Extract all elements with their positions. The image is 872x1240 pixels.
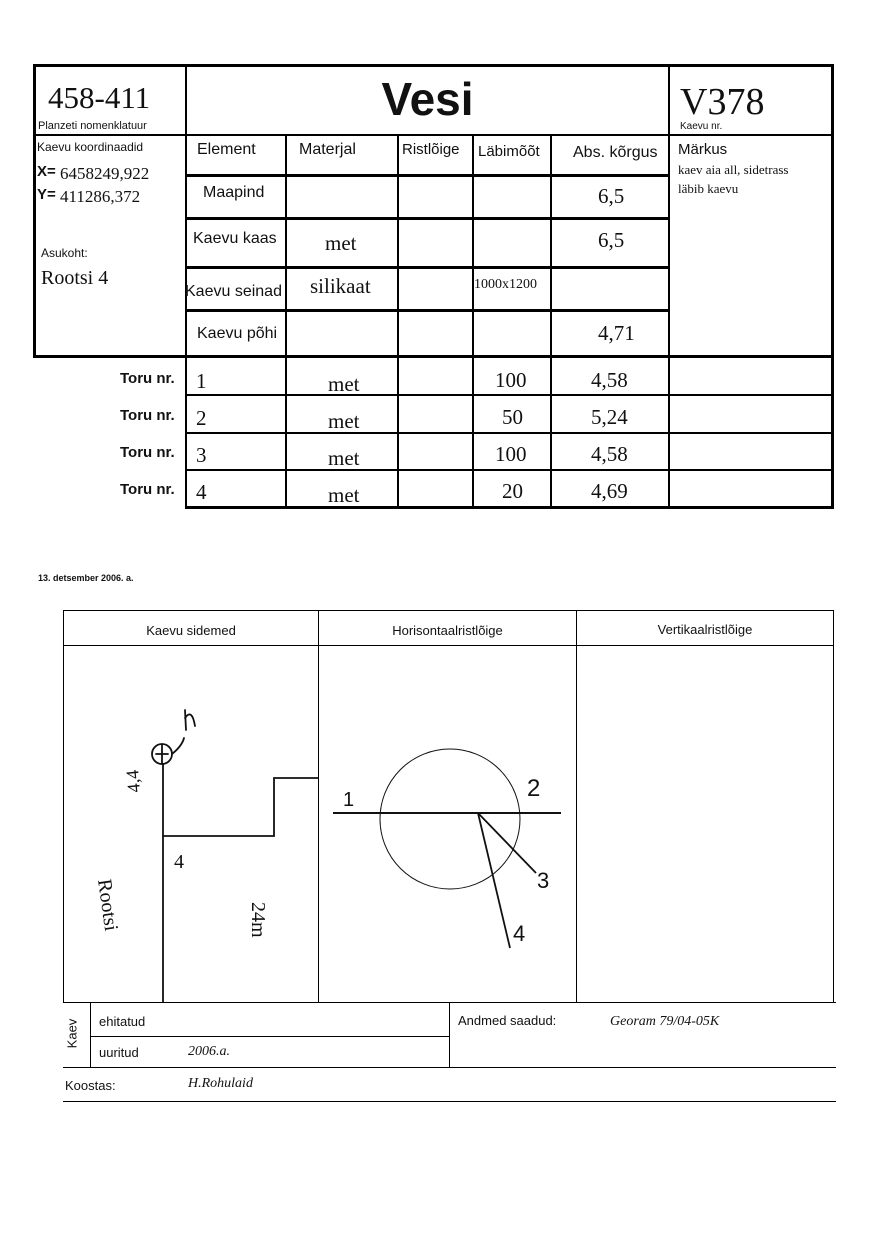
pipe-number: 4 [196,480,207,504]
pipe-number: 3 [196,443,207,467]
element-elevation: 6,5 [598,228,625,252]
section-label-pipe-2: 2 [527,775,541,802]
col-vertical-section: Vertikaalristlõige [657,622,753,637]
well-number: V378 [680,81,765,123]
pipe-material: met [328,483,360,507]
element-elevation: 6,5 [598,184,625,208]
pipe-material: met [328,372,360,396]
col-diameter: Läbimõõt [478,143,540,160]
element-diameter: 1000x1200 [474,277,537,292]
section-label-pipe-4: 4 [513,921,526,946]
sheet-number: 458-411 [48,80,151,115]
element-material: silikaat [310,274,371,298]
sketch-label-dim-bottom: 24m [247,902,269,938]
section-label-pipe-3: 3 [537,868,550,893]
coordinates-label: Kaevu koordinaadid [37,140,144,154]
pipe-diameter: 100 [495,442,527,466]
element-name: Kaevu seinad [185,283,282,300]
surveyed-label: uuritud [99,1045,139,1060]
col-material: Materjal [299,141,356,158]
sketch-label-street: Rootsi [93,877,123,933]
author-value: H.Rohulaid [188,1076,253,1091]
section-label-pipe-1: 1 [343,789,355,811]
built-label: ehitatud [99,1014,146,1029]
y-label: Y= [37,186,56,203]
source-value: Georam 79/04-05K [610,1014,720,1029]
pipe-label: Toru nr. [120,481,175,498]
horizontal-section-sketch [319,646,576,1002]
pipe-elevation: 4,58 [591,368,628,392]
element-name: Maapind [203,184,265,201]
pipe-diameter: 100 [495,368,527,392]
pipe-number: 1 [196,369,207,393]
pipe-label: Toru nr. [120,444,175,461]
well-label: Kaevu nr. [680,121,723,132]
element-name: Kaevu põhi [197,325,278,342]
sheet-label: Planzeti nomenklatuur [38,120,147,132]
pipe-number: 2 [196,406,207,430]
connections-sketch [64,646,318,1002]
location-value: Rootsi 4 [41,267,109,289]
pipe-elevation: 4,58 [591,442,628,466]
surveyed-value: 2006.a. [188,1044,230,1059]
col-connections: Kaevu sidemed [146,623,236,638]
element-material: met [325,231,357,255]
source-label: Andmed saadud: [458,1013,557,1028]
pipe-elevation: 4,69 [591,479,628,503]
location-label: Asukoht: [41,246,88,260]
pipe-diameter: 20 [502,479,523,503]
x-label: X= [37,163,56,180]
document-date: 13. detsember 2006. a. [38,573,134,583]
sketch-label-pipe-low: 4 [174,851,184,873]
kaev-label: Kaev [64,1018,80,1049]
pipe-elevation: 5,24 [591,405,628,429]
page-title: Vesi [381,73,474,125]
pipe-material: met [328,446,360,470]
pipe-diameter: 50 [502,405,523,429]
col-element: Element [197,141,256,158]
x-value: 6458249,922 [60,164,150,183]
col-horizontal-section: Horisontaalristlõige [392,623,503,638]
y-value: 411286,372 [60,187,141,206]
pipe-label: Toru nr. [120,370,175,387]
pipe-material: met [328,409,360,433]
notes-line-2: läbib kaevu [678,181,739,196]
element-name: Kaevu kaas [193,230,277,247]
element-elevation: 4,71 [598,321,635,345]
author-label: Koostas: [65,1078,116,1093]
sketch-label-dim-side: 4,4 [122,769,144,794]
col-elevation: Abs. kõrgus [573,144,658,161]
notes-line-1: kaev aia all, sidetrass [678,162,789,177]
pipe-label: Toru nr. [120,407,175,424]
col-cross-section: Ristlõige [402,141,460,158]
col-notes: Märkus [678,141,728,158]
